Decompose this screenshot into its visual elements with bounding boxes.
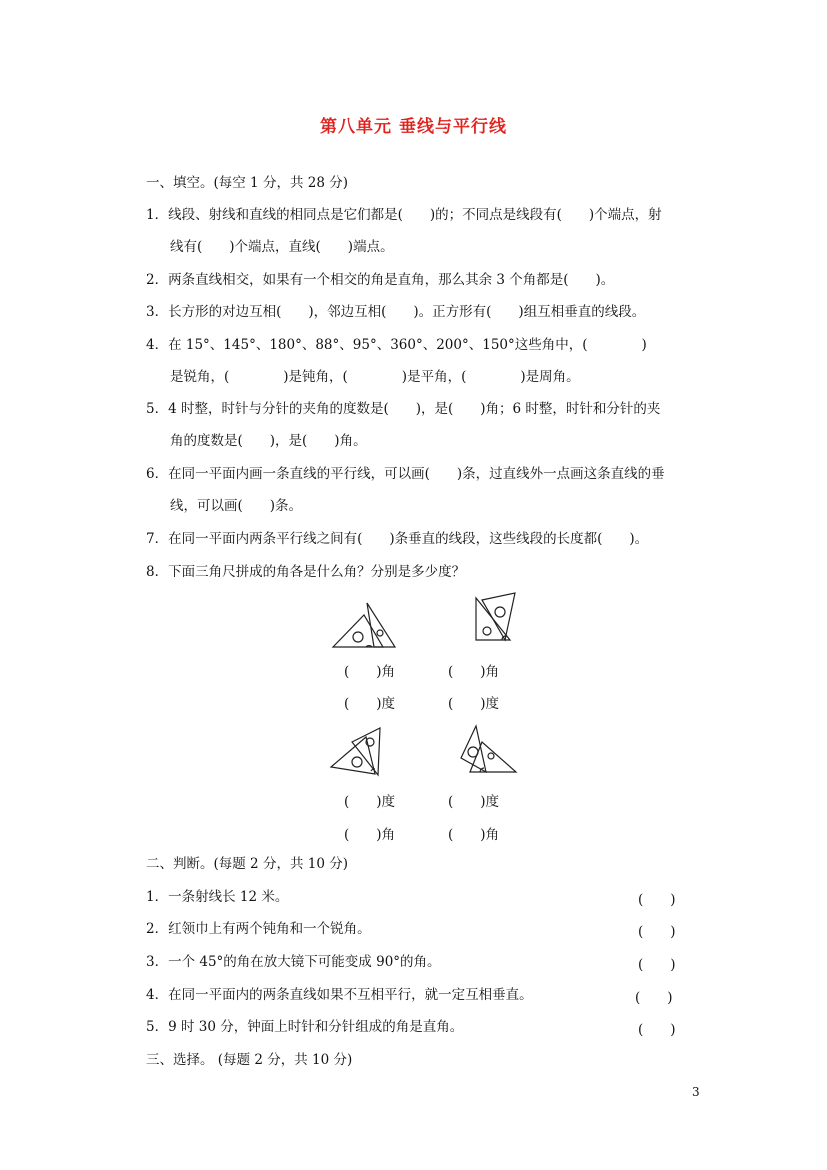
- question-2: 2．两条直线相交，如果有一个相交的角是直角，那么其余 3 个角都是( )。: [146, 272, 615, 288]
- judge-item-5: 5．9 时 30 分，钟面上时针和分针组成的角是直角。: [146, 1019, 464, 1035]
- judge-item-4: 4．在同一平面内的两条直线如果不互相平行，就一定互相垂直。: [146, 987, 533, 1003]
- question-7: 7．在同一平面内两条平行线之间有( )条垂直的线段，这些线段的长度都( )。: [146, 531, 649, 547]
- page-number: 3: [692, 1085, 700, 1099]
- answer-blank-angle-3: ( )角: [344, 827, 396, 843]
- question-4-line1: 4．在 15°、145°、180°、88°、95°、360°、200°、150°这些角中，( ): [146, 337, 647, 353]
- judge-item-3: 3．一个 45°的角在放大镜下可能变成 90°的角。: [146, 954, 441, 970]
- judge-bracket-5: ( ): [638, 1022, 676, 1038]
- question-5-line2: 角的度数是( )，是( )角。: [170, 433, 367, 449]
- question-5-line1: 5．4 时整，时针与分针的夹角的度数是( )，是( )角；6 时整，时针和分针的夹: [146, 401, 661, 417]
- set-square-figure-2: [470, 590, 530, 645]
- judge-bracket-4: ( ): [635, 990, 673, 1006]
- answer-blank-degree-1: ( )度: [344, 696, 396, 712]
- section3-heading: 三、选择。 (每题 2 分，共 10 分): [146, 1052, 353, 1068]
- question-1-line1: 1．线段、射线和直线的相同点是它们都是( )的；不同点是线段有( )个端点，射: [146, 207, 662, 223]
- question-3: 3．长方形的对边互相( )，邻边互相( )。正方形有( )组互相垂直的线段。: [146, 304, 646, 320]
- answer-blank-angle-1: ( )角: [344, 664, 396, 680]
- set-square-figure-4: [458, 720, 520, 778]
- set-square-figure-3: [328, 722, 388, 780]
- section2-heading: 二、判断。(每题 2 分，共 10 分): [146, 856, 348, 872]
- question-1-line2: 线有( )个端点，直线( )端点。: [170, 239, 394, 255]
- set-square-figure-1: [330, 600, 410, 652]
- answer-blank-angle-4: ( )角: [448, 827, 500, 843]
- judge-item-1: 1．一条射线长 12 米。: [146, 889, 289, 905]
- judge-bracket-1: ( ): [638, 892, 676, 908]
- judge-bracket-3: ( ): [638, 957, 676, 973]
- question-6-line2: 线，可以画( )条。: [170, 498, 303, 514]
- question-8: 8．下面三角尺拼成的角各是什么角？分别是多少度？: [146, 564, 466, 580]
- judge-item-2: 2．红领巾上有两个钝角和一个锐角。: [146, 921, 371, 937]
- question-6-line1: 6．在同一平面内画一条直线的平行线，可以画( )条，过直线外一点画这条直线的垂: [146, 466, 665, 482]
- answer-blank-degree-3: ( )度: [344, 794, 396, 810]
- judge-bracket-2: ( ): [638, 924, 676, 940]
- answer-blank-degree-2: ( )度: [448, 696, 500, 712]
- answer-blank-angle-2: ( )角: [448, 664, 500, 680]
- section1-heading: 一、填空。(每空 1 分，共 28 分): [146, 175, 348, 191]
- answer-blank-degree-4: ( )度: [448, 794, 500, 810]
- page-title: 第八单元 垂线与平行线: [320, 117, 507, 137]
- question-4-line2: 是锐角，( )是钝角，( )是平角，( )是周角。: [170, 369, 580, 385]
